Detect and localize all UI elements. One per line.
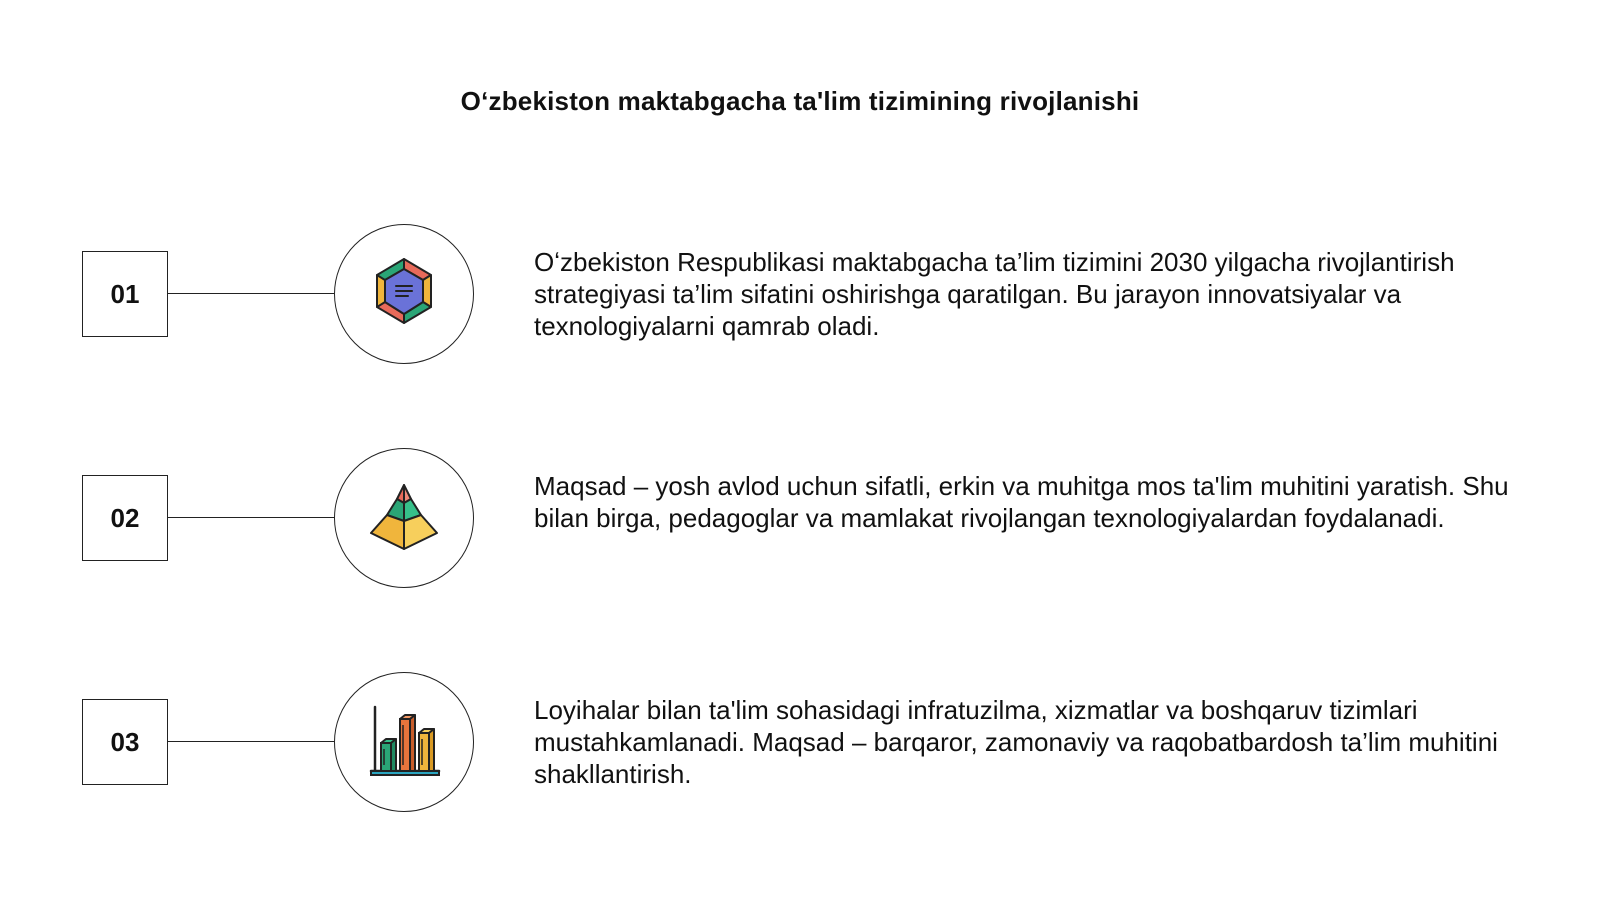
icon-circle-3	[334, 672, 474, 812]
step-number-3: 03	[82, 699, 168, 785]
page-title: Oʻzbekiston maktabgacha ta'lim tizimining rivojlanishi	[460, 86, 1140, 116]
connector-line-1	[168, 293, 334, 294]
pyramid-icon	[361, 475, 447, 561]
step-number-1: 01	[82, 251, 168, 337]
step-description-2: Maqsad – yosh avlod uchun sifatli, erkin va muhitga mos ta'lim muhitini yaratish. Shu bilan birga, pedagoglar va mamlakat rivojlangan texnologiyalardan foydalanadi.	[534, 471, 1509, 533]
step-row-3	[0, 672, 1600, 812]
step-description-1: Oʻzbekiston Respublikasi maktabgacha ta’lim tizimini 2030 yilgacha rivojlantirish strategiyasi ta’lim sifatini oshirishga qaratilgan. Bu jarayon innovatsiyalar va texnologiyalarni qamrab oladi.	[534, 247, 1455, 341]
icon-circle-1	[334, 224, 474, 364]
icon-circle-2	[334, 448, 474, 588]
step-row-2	[0, 448, 1600, 588]
connector-line-2	[168, 517, 334, 518]
step-number-2: 02	[82, 475, 168, 561]
hexagon-document-icon	[361, 251, 447, 337]
connector-line-3	[168, 741, 334, 742]
step-description-3: Loyihalar bilan ta'lim sohasidagi infratuzilma, xizmatlar va boshqaruv tizimlari mustahkamlanadi. Maqsad – barqaror, zamonaviy va raqobatbardosh ta’lim muhitini shakllantirish.	[534, 695, 1498, 789]
bar-chart-icon	[361, 699, 447, 785]
step-row-1	[0, 224, 1600, 364]
